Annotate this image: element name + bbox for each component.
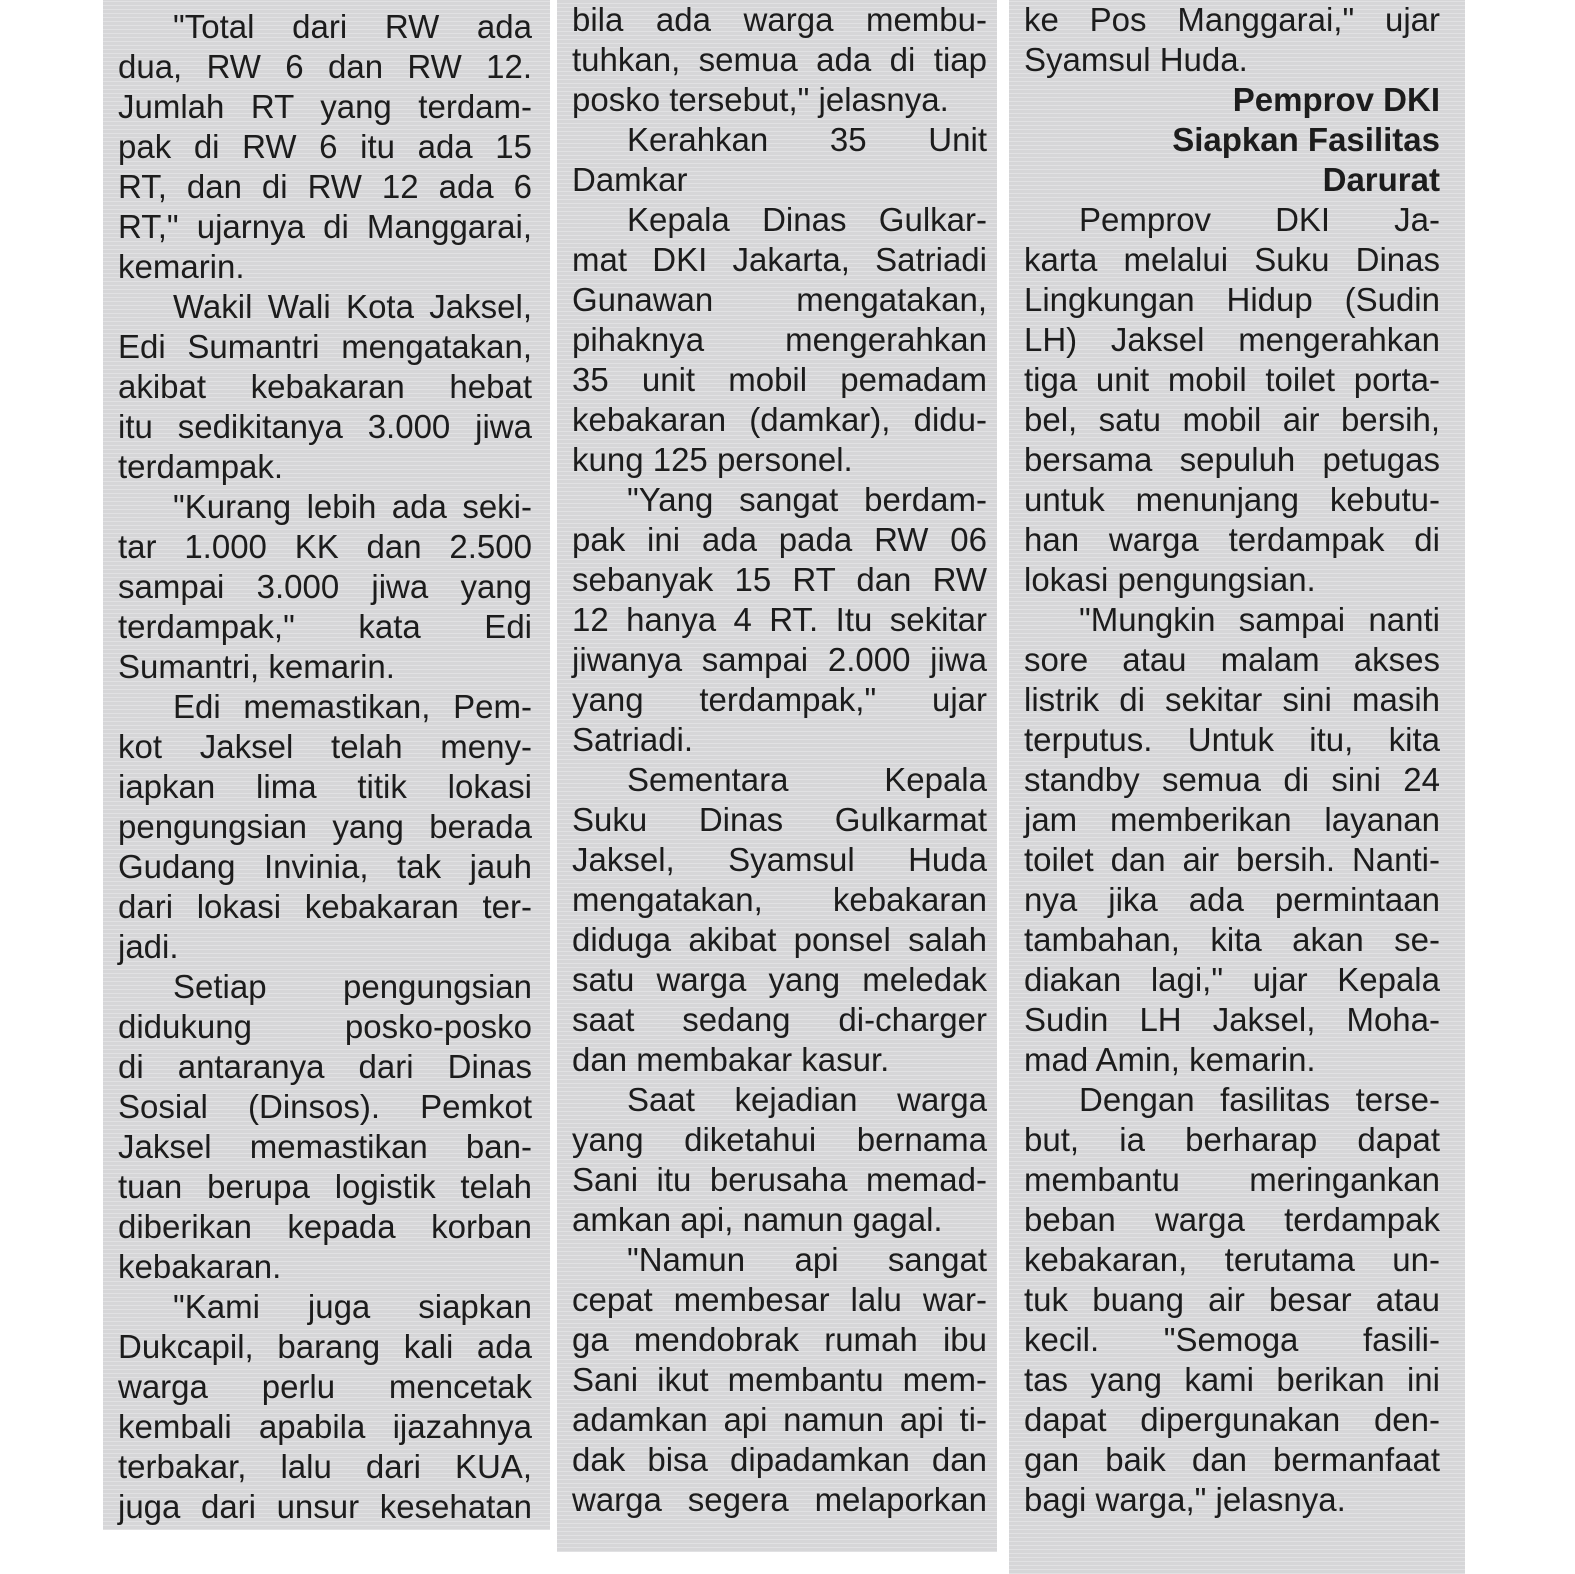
paragraph — [572, 120, 987, 200]
paragraph — [572, 760, 987, 1080]
paragraph — [572, 200, 987, 480]
paragraph — [118, 287, 532, 487]
text-line: "Total dari RW ada — [173, 8, 532, 45]
text-line: kebakaran. — [118, 1248, 282, 1285]
text-line: cepat membesar lalu war- — [572, 1281, 987, 1318]
text-line: "Namun api sangat — [627, 1241, 987, 1278]
text-line: dari lokasi kebakaran ter- — [118, 888, 532, 925]
text-line: terdampak. — [118, 448, 284, 485]
text-line: RT," ujarnya di Manggarai, — [118, 208, 532, 245]
text-line: sore atau malam akses — [1024, 641, 1440, 678]
article-column-2 — [557, 0, 997, 1552]
text-line: but, ia berharap dapat — [1024, 1121, 1440, 1158]
text-line: Edi memastikan, Pem- — [173, 688, 532, 725]
text-line: bersama sepuluh petugas — [1024, 441, 1440, 478]
text-line: listrik di sekitar sini masih — [1024, 681, 1440, 718]
text-line: standby semua di sini 24 — [1024, 761, 1440, 798]
paragraph — [572, 0, 987, 120]
text-line: adamkan api namun api ti- — [572, 1401, 987, 1438]
paragraph — [572, 1240, 987, 1520]
text-line: diduga akibat ponsel salah — [572, 921, 987, 958]
text-line: tuan berupa logistik telah — [118, 1168, 532, 1205]
subheading-line: Darurat — [1322, 161, 1440, 198]
text-line: han warga terdampak di — [1024, 521, 1440, 558]
text-line: dan membakar kasur. — [572, 1041, 890, 1078]
text-line: pihaknya mengerahkan — [572, 321, 987, 358]
text-line: Sani itu berusaha memad- — [572, 1161, 987, 1198]
paragraph — [118, 967, 532, 1287]
text-line: "Kurang lebih ada seki- — [173, 488, 532, 525]
text-line: kung 125 personel. — [572, 441, 853, 478]
text-line: Setiap pengungsian — [173, 968, 532, 1005]
text-line: Kepala Dinas Gulkar- — [627, 201, 987, 238]
text-line: gan baik dan bermanfaat — [1024, 1441, 1440, 1478]
text-line: bel, satu mobil air bersih, — [1024, 401, 1440, 438]
text-line: mengatakan, kebakaran — [572, 881, 987, 918]
text-line: Satriadi. — [572, 721, 694, 758]
text-line: amkan api, namun gagal. — [572, 1201, 943, 1238]
text-line: Wakil Wali Kota Jaksel, — [173, 288, 532, 325]
text-line: Sosial (Dinsos). Pemkot — [118, 1088, 532, 1125]
paragraph — [118, 487, 532, 687]
text-line: kebakaran (damkar), didu- — [572, 401, 987, 438]
text-line: Jaksel, Syamsul Huda — [572, 841, 987, 878]
text-line: pak ini ada pada RW 06 — [572, 521, 987, 558]
text-line: warga perlu mencetak — [118, 1368, 532, 1405]
subheading-line: Pemprov DKI — [1232, 81, 1440, 118]
text-line: ga mendobrak rumah ibu — [572, 1321, 987, 1358]
text-line: Sumantri, kemarin. — [118, 648, 395, 685]
text-line: Kerahkan 35 Unit — [627, 121, 987, 158]
text-line: pengungsian yang berada — [118, 808, 532, 845]
text-line: Gudang Invinia, tak jauh — [118, 848, 532, 885]
text-line: kecil. "Semoga fasili- — [1024, 1321, 1440, 1358]
text-line: di antaranya dari Dinas — [118, 1048, 532, 1085]
text-line: terputus. Untuk itu, kita — [1024, 721, 1440, 758]
text-line: toilet dan air bersih. Nanti- — [1024, 841, 1440, 878]
text-line: kembali apabila ijazahnya — [118, 1408, 532, 1445]
text-line: kebakaran, terutama un- — [1024, 1241, 1440, 1278]
text-line: sebanyak 15 RT dan RW — [572, 561, 987, 598]
text-line: dak bisa dipadamkan dan — [572, 1441, 987, 1478]
text-line: ke Pos Manggarai," ujar — [1024, 1, 1440, 38]
text-line: LH) Jaksel mengerahkan — [1024, 321, 1440, 358]
text-line: Lingkungan Hidup (Sudin — [1024, 281, 1440, 318]
text-line: Jumlah RT yang terdam- — [118, 88, 532, 125]
paragraph — [1024, 0, 1440, 80]
text-line: tuhkan, semua ada di tiap — [572, 41, 987, 78]
paragraph — [572, 480, 987, 760]
text-line: yang terdampak," ujar — [572, 681, 987, 718]
paragraph — [572, 1080, 987, 1240]
text-line: tambahan, kita akan se- — [1024, 921, 1440, 958]
text-line: lokasi pengungsian. — [1024, 561, 1316, 598]
text-line: dapat dipergunakan den- — [1024, 1401, 1440, 1438]
article-column-1 — [103, 0, 550, 1530]
text-line: tar 1.000 KK dan 2.500 — [118, 528, 532, 565]
text-line: jiwanya sampai 2.000 jiwa — [572, 641, 987, 678]
text-line: Pemprov DKI Ja- — [1079, 201, 1440, 238]
text-line: diberikan kepada korban — [118, 1208, 532, 1245]
text-line: terdampak," kata Edi — [118, 608, 532, 645]
text-line: Sani ikut membantu mem- — [572, 1361, 987, 1398]
text-line: Damkar — [572, 161, 688, 198]
text-line: karta melalui Suku Dinas — [1024, 241, 1440, 278]
text-line: RT, dan di RW 12 ada 6 — [118, 168, 532, 205]
text-line: tuk buang air besar atau — [1024, 1281, 1440, 1318]
text-line: kemarin. — [118, 248, 245, 285]
text-line: "Kami juga siapkan — [173, 1288, 532, 1325]
text-line: juga dari unsur kesehatan — [118, 1488, 532, 1525]
text-line: satu warga yang meledak — [572, 961, 987, 998]
paragraph — [1024, 200, 1440, 600]
text-line: posko tersebut," jelasnya. — [572, 81, 949, 118]
text-line: 12 hanya 4 RT. Itu sekitar — [572, 601, 987, 638]
paragraph — [1024, 1080, 1440, 1520]
text-line: "Mungkin sampai nanti — [1079, 601, 1440, 638]
text-line: diakan lagi," ujar Kepala — [1024, 961, 1440, 998]
text-line: pak di RW 6 itu ada 15 — [118, 128, 532, 165]
text-line: yang diketahui bernama — [572, 1121, 987, 1158]
subheading-line: Siapkan Fasilitas — [1172, 121, 1440, 158]
text-line: didukung posko-posko — [118, 1008, 532, 1045]
paragraph — [1024, 600, 1440, 1080]
text-line: beban warga terdampak — [1024, 1201, 1440, 1238]
text-line: Dukcapil, barang kali ada — [118, 1328, 532, 1365]
paragraph — [118, 7, 532, 287]
text-line: warga segera melaporkan — [572, 1481, 987, 1518]
text-line: tas yang kami berikan ini — [1024, 1361, 1440, 1398]
text-line: untuk menunjang kebutu- — [1024, 481, 1440, 518]
text-line: nya jika ada permintaan — [1024, 881, 1440, 918]
text-line: kot Jaksel telah meny- — [118, 728, 532, 765]
paragraph — [118, 1287, 532, 1527]
text-line: saat sedang di-charger — [572, 1001, 987, 1038]
text-line: "Yang sangat berdam- — [627, 481, 987, 518]
text-line: Suku Dinas Gulkarmat — [572, 801, 987, 838]
text-line: Jaksel memastikan ban- — [118, 1128, 532, 1165]
text-line: sampai 3.000 jiwa yang — [118, 568, 532, 605]
article-column-3 — [1009, 0, 1465, 1574]
text-line: Gunawan mengatakan, — [572, 281, 987, 318]
text-line: dua, RW 6 dan RW 12. — [118, 48, 532, 85]
text-line: bila ada warga membu- — [572, 1, 987, 38]
text-line: itu sedikitanya 3.000 jiwa — [118, 408, 532, 445]
text-line: terbakar, lalu dari KUA, — [118, 1448, 532, 1485]
text-line: Edi Sumantri mengatakan, — [118, 328, 532, 365]
text-line: jam memberikan layanan — [1024, 801, 1440, 838]
text-line: membantu meringankan — [1024, 1161, 1440, 1198]
text-line: Dengan fasilitas terse- — [1079, 1081, 1440, 1118]
text-line: akibat kebakaran hebat — [118, 368, 532, 405]
text-line: Syamsul Huda. — [1024, 41, 1248, 78]
text-line: tiga unit mobil toilet porta- — [1024, 361, 1440, 398]
text-line: bagi warga," jelasnya. — [1024, 1481, 1346, 1518]
text-line: Saat kejadian warga — [627, 1081, 987, 1118]
text-line: Sudin LH Jaksel, Moha- — [1024, 1001, 1440, 1038]
text-line: jadi. — [118, 928, 179, 965]
text-line: iapkan lima titik lokasi — [118, 768, 532, 805]
text-line: mat DKI Jakarta, Satriadi — [572, 241, 987, 278]
paragraph — [118, 687, 532, 967]
text-line: 35 unit mobil pemadam — [572, 361, 987, 398]
text-line: Sementara Kepala — [627, 761, 987, 798]
text-line: mad Amin, kemarin. — [1024, 1041, 1316, 1078]
